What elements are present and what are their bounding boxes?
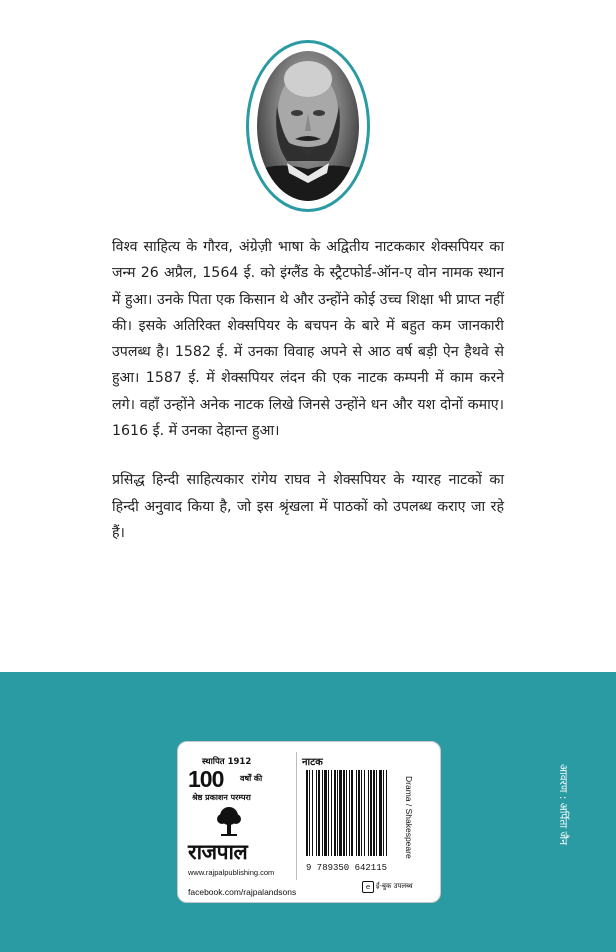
publisher-tagline: श्रेष्ठ प्रकाशन परम्परा <box>192 793 251 802</box>
barcode-bar <box>331 770 332 856</box>
barcode-bar <box>339 770 342 856</box>
barcode-bar <box>368 770 369 856</box>
isbn-digits: 9 789350 642115 <box>306 863 388 872</box>
barcode-bar <box>316 770 317 856</box>
years-number: 100 <box>188 766 224 792</box>
cover-credit: आवरण : अर्पिता जैन <box>557 764 569 846</box>
barcode-bar <box>373 770 375 856</box>
barcode-bar <box>349 770 350 856</box>
publisher-label <box>177 741 441 903</box>
isbn-barcode <box>304 770 410 872</box>
established-year: स्थापित 1912 <box>202 757 252 767</box>
barcode-bar <box>312 770 313 856</box>
barcode-bar <box>324 770 327 856</box>
barcode-bar <box>328 770 329 856</box>
category-wrap <box>404 776 428 876</box>
publisher-logo: राजपाल <box>188 840 248 864</box>
ebook-label: ई-बुक उपलब्ध <box>376 882 413 890</box>
barcode-bar <box>379 770 382 856</box>
shakespeare-portrait <box>257 51 359 201</box>
tree-logo-icon <box>213 805 245 837</box>
barcode-bar <box>383 770 384 856</box>
label-divider <box>296 752 297 880</box>
barcode-bar <box>309 770 310 856</box>
barcode-bar <box>337 770 338 856</box>
portrait-frame <box>246 40 370 212</box>
cover-credit-wrap <box>556 764 574 894</box>
barcode-bar <box>364 770 365 856</box>
barcode-bar <box>376 770 377 856</box>
barcode-bar <box>346 770 347 856</box>
barcode-bar <box>370 770 372 856</box>
barcode-bar <box>351 770 353 856</box>
barcode-bar <box>306 770 308 856</box>
publisher-facebook: facebook.com/rajpalandsons <box>188 887 297 897</box>
bio-paragraph: प्रसिद्ध हिन्दी साहित्यकार रांगेय राघव ने शेक्सपियर के ग्यारह नाटकों का हिन्दी अनुवाद किया है, जो इस श्रृंखला में पाठकों को उपलब्ध कराए जा रहे हैं। <box>112 472 504 541</box>
publisher-website: www.rajpalpublishing.com <box>188 868 275 877</box>
ebook-icon: e <box>362 881 374 893</box>
book-category: Drama / Shakespeare <box>404 776 414 859</box>
years-suffix: वर्षों की <box>240 774 263 783</box>
book-genre: नाटक <box>302 757 323 768</box>
bio-paragraph: विश्व साहित्य के गौरव, अंग्रेज़ी भाषा के अद्वितीय नाटककार शेक्सपियर का जन्म 26 अप्रैल, 1564 ई. को इंग्लैंड के स्ट्रैटफोर्ड-ऑन-ए वोन नामक स्थान में हुआ। उनके पिता एक किसान थे और उन्होंने कोई उच्च शिक्षा भी प्राप्त नहीं की। इसके अतिरिक्त शेक्सपियर के बचपन के बारे में बहुत कम जानकारी उपलब्ध है। 1582 ई. में उनका विवाह अपने से आठ वर्ष बड़ी ऐन हैथवे से हुआ। 1587 ई. में शेक्सपियर लंदन की एक नाटक कम्पनी में काम करने लगे। वहाँ उन्होंने अनेक नाटक लिखे जिनसे उन्होंने धन और यश दोनों कमाए। 1616 ई. में उनका देहान्त हुआ। <box>112 239 504 440</box>
barcode-bar <box>334 770 336 856</box>
barcode-bar <box>386 770 387 856</box>
barcode-bar <box>322 770 323 856</box>
barcode-bar <box>356 770 357 856</box>
author-biography <box>112 234 504 546</box>
barcode-bar <box>358 770 360 856</box>
barcode-bar <box>343 770 345 856</box>
barcode-bar <box>361 770 362 856</box>
barcode-bar <box>318 770 320 856</box>
ebook-badge <box>362 876 413 895</box>
